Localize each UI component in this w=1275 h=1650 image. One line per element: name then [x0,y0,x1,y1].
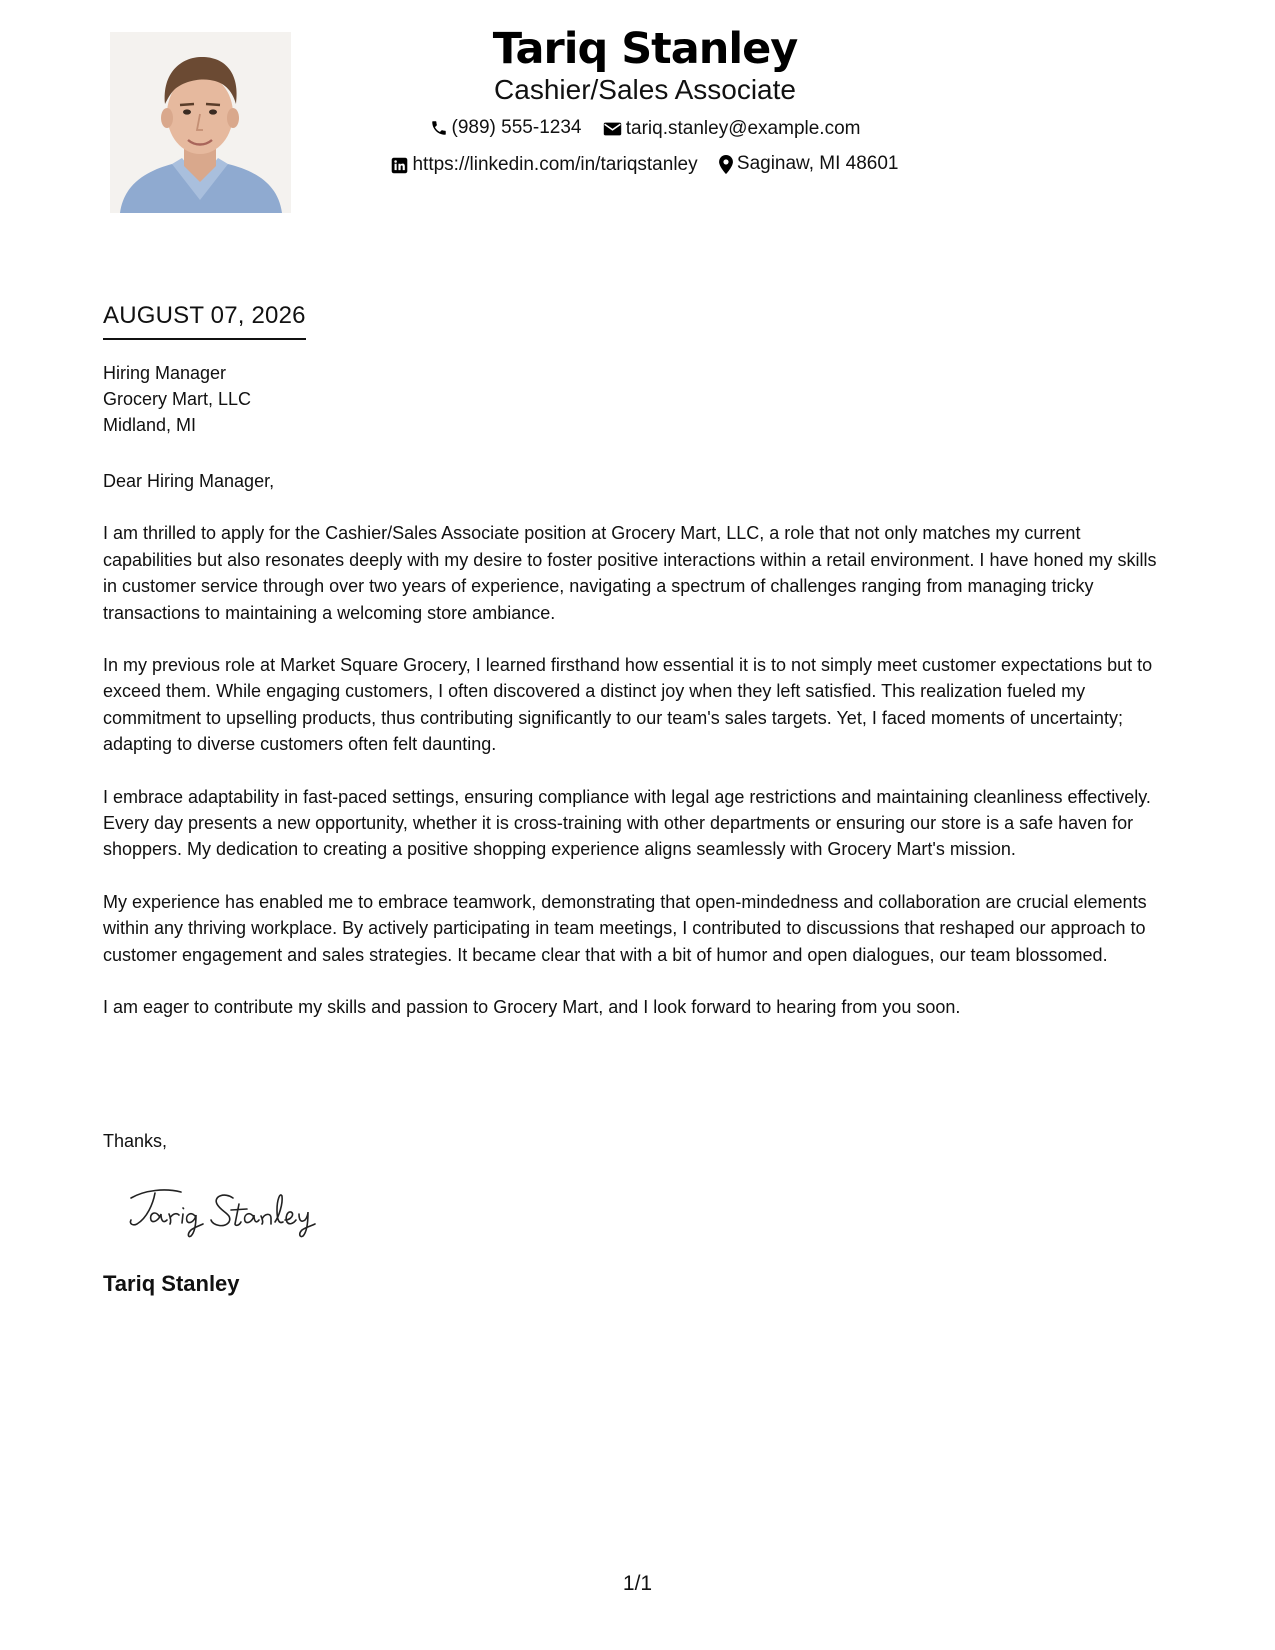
body-paragraph: I embrace adaptability in fast-paced settings, ensuring compliance with legal age restrictions and maintaining cleanliness effectively. Every day presents a new opportunity, whether it is cross-training with other departments or ensuring our store is a safe haven for shoppers. My dedication to creating a positive shopping experience aligns seamlessly with Grocery Mart's mission. [103,786,1151,860]
linkedin-icon [391,157,408,174]
recipient-line: Midland, MI [103,415,197,435]
contact-row-secondary [300,152,990,181]
contact-linkedin[interactable] [391,153,697,177]
contact-phone[interactable] [430,116,582,140]
body-paragraph: My experience has enabled me to embrace teamwork, demonstrating that open-mindedness and collaboration are crucial elements within any thriving workplace. By actively participating in team meetings, I contributed to discussions that reshaped our approach to customer engagement and sales strategies. It became clear that with a bit of humor and open dialogues, our team blossomed. [103,891,1147,965]
handwritten-signature [125,1180,345,1240]
envelope-icon [603,121,622,137]
closing: Thanks, [103,1131,168,1151]
body-paragraph: In my previous role at Market Square Grocery, I learned firsthand how essential it is to not simply meet customer expectations but to exceed them. While engaging customers, I often discovered a distinct joy when they left satisfied. This realization fueled my commitment to upselling products, thus contributing significantly to our team's sales targets. Yet, I faced moments of uncertainty; adapting to diverse customers often felt daunting. [103,655,1153,755]
contact-email[interactable] [603,117,861,141]
location-text: Saginaw, MI 48601 [736,153,899,174]
page-number: 1/1 [622,1572,653,1595]
signer-name: Tariq Stanley [103,1271,240,1296]
profile-photo [110,32,291,213]
letter-header [300,22,990,181]
body-paragraph: I am eager to contribute my skills and passion to Grocery Mart, and I look forward to hearing from you soon. [103,997,961,1018]
contact-row-primary [300,116,990,144]
map-pin-icon [719,155,733,174]
recipient-line: Grocery Mart, LLC [103,389,252,409]
recipient-line: Hiring Manager [103,363,227,383]
recipient-block [103,360,251,438]
body-paragraph: I am thrilled to apply for the Cashier/Sales Associate position at Grocery Mart, LLC, a role that not only matches my current capabilities but also resonates deeply with my desire to foster positive interactions within a retail environment. I have honed my skills in customer service through over two years of experience, navigating a spectrum of challenges ranging from managing tricky transactions to maintaining a welcoming store ambiance. [103,523,1157,623]
email-text: tariq.stanley@example.com [625,118,861,139]
letter-body [103,468,1173,1047]
contact-location [719,152,899,176]
letter-date: AUGUST 07, 2026 [103,300,306,340]
applicant-title: Cashier/Sales Associate [494,74,796,105]
phone-icon [430,119,448,137]
linkedin-text: https://linkedin.com/in/tariqstanley [412,154,698,175]
applicant-name: Tariq Stanley [492,24,798,74]
salutation: Dear Hiring Manager, [103,471,275,491]
phone-text: (989) 555-1234 [451,117,582,138]
